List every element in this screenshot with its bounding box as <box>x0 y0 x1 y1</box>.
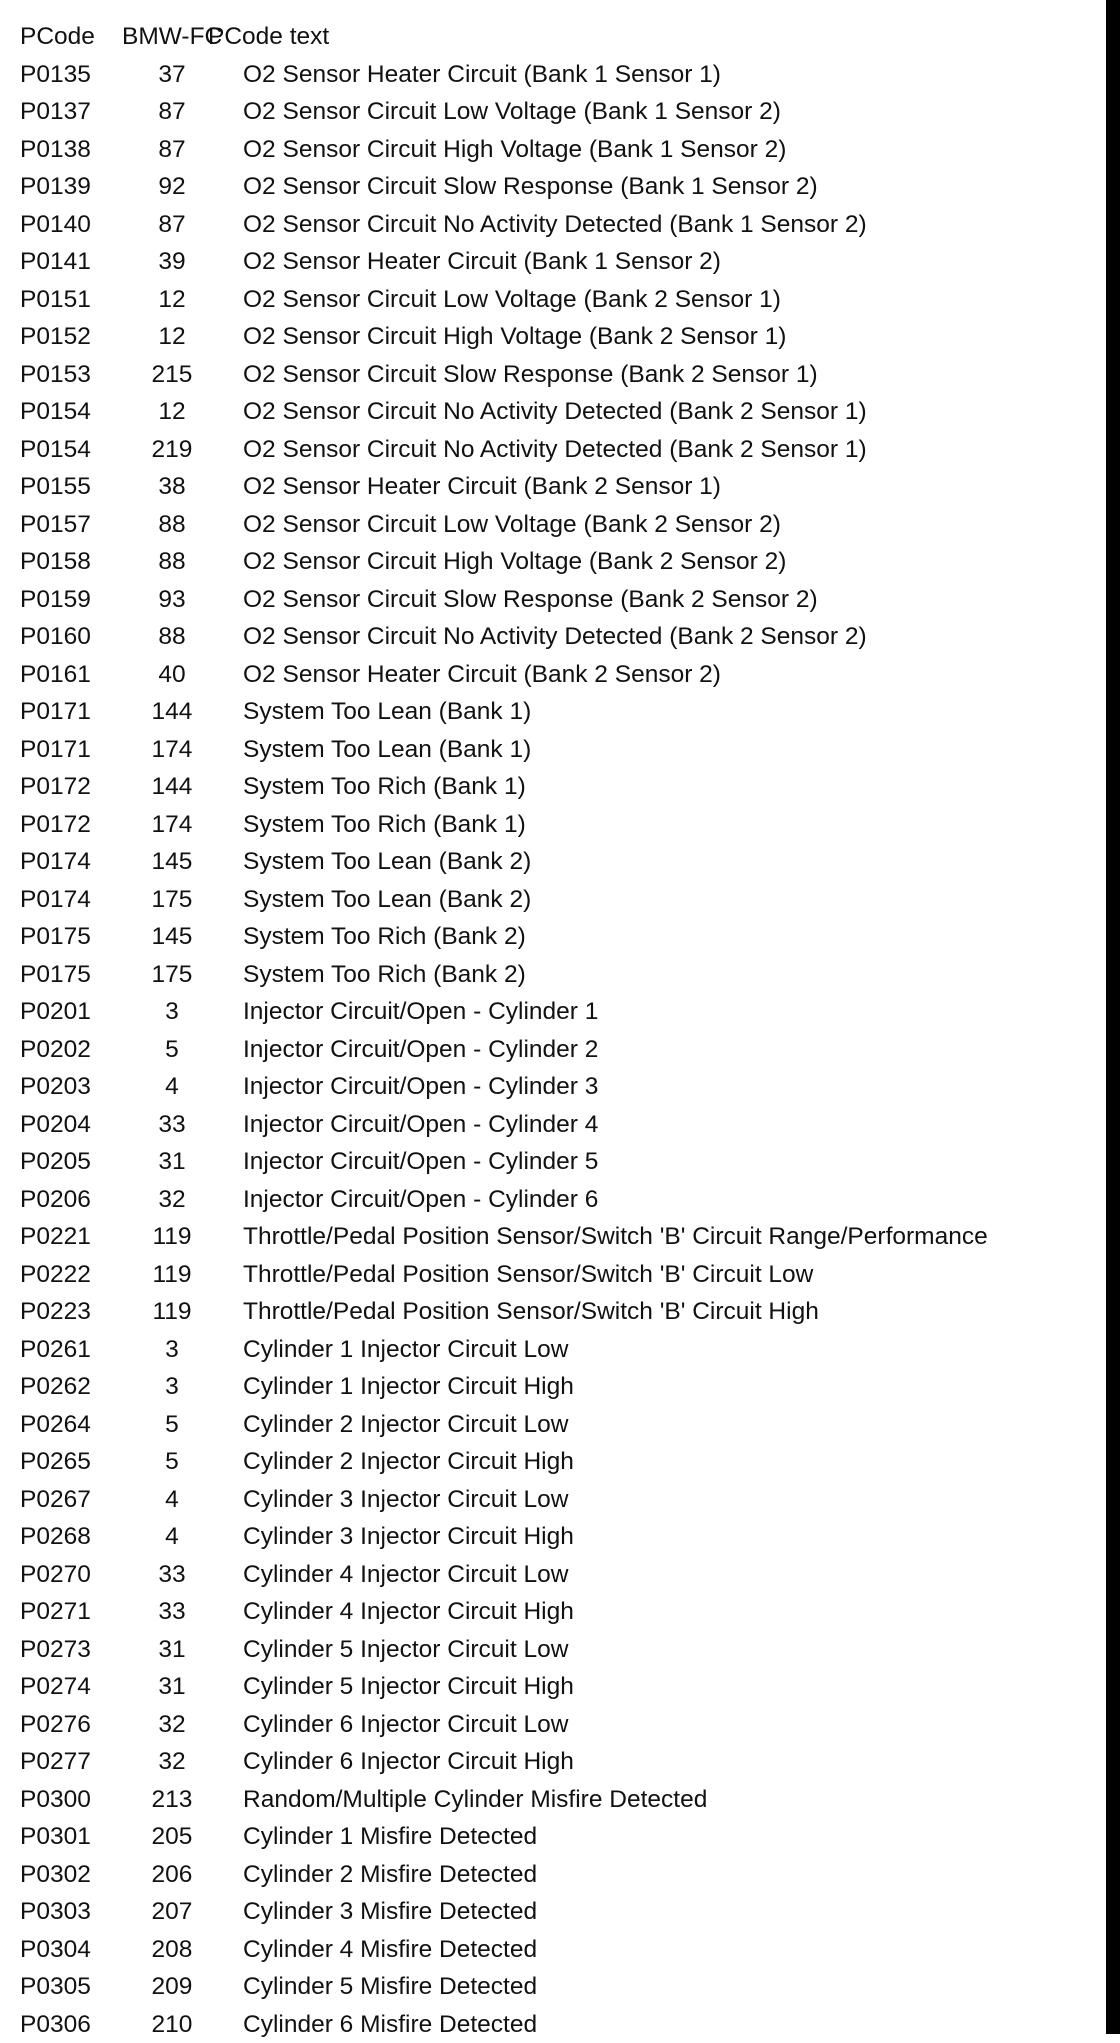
pcode-cell: P0300 <box>20 1781 91 1819</box>
pcode-cell: P0154 <box>20 431 91 469</box>
pcode-cell: P0141 <box>20 243 91 281</box>
bmw-fc-cell: 32 <box>122 1181 222 1219</box>
pcode-text-cell: O2 Sensor Circuit No Activity Detected (Bank 2 Sensor 1) <box>243 431 867 469</box>
pcode-text-cell: System Too Rich (Bank 2) <box>243 956 526 994</box>
bmw-fc-cell: 145 <box>122 843 222 881</box>
pcode-cell: P0223 <box>20 1293 91 1331</box>
pcode-cell: P0138 <box>20 131 91 169</box>
table-row <box>20 1518 1100 1556</box>
pcode-text-cell: Injector Circuit/Open - Cylinder 5 <box>243 1143 598 1181</box>
pcode-text-cell: Cylinder 5 Injector Circuit Low <box>243 1631 568 1669</box>
bmw-fc-cell: 88 <box>122 506 222 544</box>
bmw-fc-cell: 208 <box>122 1931 222 1969</box>
pcode-text-cell: Cylinder 3 Misfire Detected <box>243 1893 537 1931</box>
pcode-cell: P0221 <box>20 1218 91 1256</box>
pcode-cell: P0154 <box>20 393 91 431</box>
pcode-text-cell: Throttle/Pedal Position Sensor/Switch 'B' Circuit Low <box>243 1256 813 1294</box>
table-row <box>20 1406 1100 1444</box>
bmw-fc-cell: 215 <box>122 356 222 394</box>
pcode-cell: P0271 <box>20 1593 91 1631</box>
pcode-cell: P0155 <box>20 468 91 506</box>
bmw-fc-cell: 33 <box>122 1106 222 1144</box>
pcode-cell: P0205 <box>20 1143 91 1181</box>
pcode-text-cell: Cylinder 3 Injector Circuit Low <box>243 1481 568 1519</box>
bmw-fc-cell: 38 <box>122 468 222 506</box>
bmw-fc-cell: 12 <box>122 281 222 319</box>
pcode-cell: P0306 <box>20 2006 91 2043</box>
pcode-text-cell: Cylinder 1 Misfire Detected <box>243 1818 537 1856</box>
pcode-text-cell: Cylinder 4 Misfire Detected <box>243 1931 537 1969</box>
table-row <box>20 693 1100 731</box>
pcode-text-cell: Cylinder 6 Injector Circuit Low <box>243 1706 568 1744</box>
table-row <box>20 1668 1100 1706</box>
pcode-cell: P0153 <box>20 356 91 394</box>
bmw-fc-cell: 4 <box>122 1068 222 1106</box>
table-row <box>20 1818 1100 1856</box>
table-row <box>20 2006 1100 2043</box>
pcode-cell: P0135 <box>20 56 91 94</box>
table-row <box>20 843 1100 881</box>
bmw-fc-cell: 119 <box>122 1218 222 1256</box>
pcode-text-cell: Cylinder 2 Misfire Detected <box>243 1856 537 1894</box>
table-row <box>20 1331 1100 1369</box>
bmw-fc-cell: 210 <box>122 2006 222 2043</box>
pcode-text-cell: Cylinder 3 Injector Circuit High <box>243 1518 574 1556</box>
pcode-table <box>20 18 1100 2043</box>
table-row <box>20 56 1100 94</box>
pcode-text-cell: O2 Sensor Heater Circuit (Bank 2 Sensor 1) <box>243 468 721 506</box>
bmw-fc-cell: 31 <box>122 1668 222 1706</box>
table-row <box>20 618 1100 656</box>
table-body <box>20 56 1100 2043</box>
pcode-text-cell: O2 Sensor Circuit Slow Response (Bank 2 Sensor 1) <box>243 356 818 394</box>
table-row <box>20 1781 1100 1819</box>
header-pcode-text: PCode text <box>208 18 329 56</box>
pcode-cell: P0274 <box>20 1668 91 1706</box>
pcode-text-cell: O2 Sensor Circuit Low Voltage (Bank 2 Sensor 2) <box>243 506 781 544</box>
bmw-fc-cell: 93 <box>122 581 222 619</box>
header-pcode: PCode <box>20 18 95 56</box>
pcode-cell: P0305 <box>20 1968 91 2006</box>
bmw-fc-cell: 3 <box>122 1331 222 1369</box>
table-row <box>20 1968 1100 2006</box>
bmw-fc-cell: 3 <box>122 1368 222 1406</box>
pcode-cell: P0265 <box>20 1443 91 1481</box>
table-row <box>20 656 1100 694</box>
bmw-fc-cell: 33 <box>122 1556 222 1594</box>
pcode-cell: P0159 <box>20 581 91 619</box>
pcode-text-cell: Random/Multiple Cylinder Misfire Detected <box>243 1781 707 1819</box>
table-row <box>20 1706 1100 1744</box>
table-row <box>20 1181 1100 1219</box>
bmw-fc-cell: 209 <box>122 1968 222 2006</box>
table-row <box>20 1143 1100 1181</box>
pcode-text-cell: Throttle/Pedal Position Sensor/Switch 'B' Circuit High <box>243 1293 819 1331</box>
pcode-text-cell: Cylinder 1 Injector Circuit High <box>243 1368 574 1406</box>
pcode-cell: P0172 <box>20 768 91 806</box>
table-row <box>20 1893 1100 1931</box>
table-row <box>20 731 1100 769</box>
pcode-cell: P0273 <box>20 1631 91 1669</box>
pcode-text-cell: System Too Rich (Bank 1) <box>243 768 526 806</box>
pcode-cell: P0174 <box>20 881 91 919</box>
table-row <box>20 1106 1100 1144</box>
table-row <box>20 993 1100 1031</box>
bmw-fc-cell: 144 <box>122 768 222 806</box>
bmw-fc-cell: 32 <box>122 1743 222 1781</box>
pcode-cell: P0270 <box>20 1556 91 1594</box>
table-row <box>20 1481 1100 1519</box>
pcode-text-cell: O2 Sensor Circuit Low Voltage (Bank 1 Sensor 2) <box>243 93 781 131</box>
bmw-fc-cell: 33 <box>122 1593 222 1631</box>
pcode-text-cell: O2 Sensor Circuit No Activity Detected (Bank 2 Sensor 1) <box>243 393 867 431</box>
pcode-text-cell: O2 Sensor Circuit High Voltage (Bank 1 Sensor 2) <box>243 131 786 169</box>
bmw-fc-cell: 5 <box>122 1406 222 1444</box>
bmw-fc-cell: 40 <box>122 656 222 694</box>
header-bmw-fc: BMW-FC <box>122 18 222 56</box>
table-row <box>20 206 1100 244</box>
pcode-cell: P0174 <box>20 843 91 881</box>
pcode-text-cell: Cylinder 5 Misfire Detected <box>243 1968 537 2006</box>
table-row <box>20 1743 1100 1781</box>
bmw-fc-cell: 119 <box>122 1293 222 1331</box>
pcode-cell: P0304 <box>20 1931 91 1969</box>
table-row <box>20 393 1100 431</box>
pcode-text-cell: Cylinder 6 Misfire Detected <box>243 2006 537 2043</box>
bmw-fc-cell: 213 <box>122 1781 222 1819</box>
pcode-cell: P0161 <box>20 656 91 694</box>
pcode-text-cell: O2 Sensor Heater Circuit (Bank 1 Sensor 2) <box>243 243 721 281</box>
table-row <box>20 1593 1100 1631</box>
bmw-fc-cell: 32 <box>122 1706 222 1744</box>
table-row <box>20 1631 1100 1669</box>
pcode-cell: P0202 <box>20 1031 91 1069</box>
pcode-cell: P0140 <box>20 206 91 244</box>
pcode-cell: P0303 <box>20 1893 91 1931</box>
bmw-fc-cell: 31 <box>122 1631 222 1669</box>
pcode-text-cell: O2 Sensor Circuit High Voltage (Bank 2 Sensor 2) <box>243 543 786 581</box>
pcode-cell: P0157 <box>20 506 91 544</box>
pcode-text-cell: O2 Sensor Circuit No Activity Detected (Bank 1 Sensor 2) <box>243 206 867 244</box>
bmw-fc-cell: 175 <box>122 881 222 919</box>
bmw-fc-cell: 119 <box>122 1256 222 1294</box>
pcode-cell: P0264 <box>20 1406 91 1444</box>
bmw-fc-cell: 174 <box>122 806 222 844</box>
pcode-text-cell: O2 Sensor Circuit Low Voltage (Bank 2 Sensor 1) <box>243 281 781 319</box>
table-row <box>20 881 1100 919</box>
table-row <box>20 506 1100 544</box>
table-row <box>20 356 1100 394</box>
pcode-text-cell: Injector Circuit/Open - Cylinder 6 <box>243 1181 598 1219</box>
bmw-fc-cell: 12 <box>122 318 222 356</box>
bmw-fc-cell: 92 <box>122 168 222 206</box>
bmw-fc-cell: 87 <box>122 93 222 131</box>
pcode-text-cell: O2 Sensor Circuit Slow Response (Bank 1 Sensor 2) <box>243 168 818 206</box>
bmw-fc-cell: 175 <box>122 956 222 994</box>
bmw-fc-cell: 5 <box>122 1443 222 1481</box>
pcode-cell: P0160 <box>20 618 91 656</box>
bmw-fc-cell: 4 <box>122 1518 222 1556</box>
table-row <box>20 1218 1100 1256</box>
pcode-text-cell: Throttle/Pedal Position Sensor/Switch 'B' Circuit Range/Performance <box>243 1218 988 1256</box>
bmw-fc-cell: 39 <box>122 243 222 281</box>
pcode-cell: P0302 <box>20 1856 91 1894</box>
pcode-text-cell: O2 Sensor Circuit No Activity Detected (Bank 2 Sensor 2) <box>243 618 867 656</box>
pcode-text-cell: System Too Lean (Bank 1) <box>243 731 531 769</box>
table-row <box>20 543 1100 581</box>
table-header <box>20 18 1100 56</box>
pcode-cell: P0276 <box>20 1706 91 1744</box>
pcode-cell: P0201 <box>20 993 91 1031</box>
table-row <box>20 131 1100 169</box>
table-row <box>20 168 1100 206</box>
bmw-fc-cell: 206 <box>122 1856 222 1894</box>
black-edge-bar <box>1106 0 1120 2034</box>
table-row <box>20 581 1100 619</box>
table-row <box>20 1293 1100 1331</box>
pcode-cell: P0172 <box>20 806 91 844</box>
pcode-cell: P0277 <box>20 1743 91 1781</box>
table-row <box>20 431 1100 469</box>
table-row <box>20 1556 1100 1594</box>
pcode-text-cell: Cylinder 4 Injector Circuit Low <box>243 1556 568 1594</box>
bmw-fc-cell: 219 <box>122 431 222 469</box>
pcode-text-cell: Cylinder 1 Injector Circuit Low <box>243 1331 568 1369</box>
table-row <box>20 1068 1100 1106</box>
pcode-cell: P0171 <box>20 731 91 769</box>
pcode-cell: P0151 <box>20 281 91 319</box>
pcode-cell: P0204 <box>20 1106 91 1144</box>
pcode-text-cell: Cylinder 2 Injector Circuit Low <box>243 1406 568 1444</box>
bmw-fc-cell: 5 <box>122 1031 222 1069</box>
pcode-cell: P0175 <box>20 956 91 994</box>
bmw-fc-cell: 88 <box>122 543 222 581</box>
pcode-text-cell: System Too Rich (Bank 1) <box>243 806 526 844</box>
pcode-cell: P0203 <box>20 1068 91 1106</box>
pcode-text-cell: Injector Circuit/Open - Cylinder 3 <box>243 1068 598 1106</box>
table-row <box>20 1368 1100 1406</box>
pcode-cell: P0158 <box>20 543 91 581</box>
pcode-text-cell: System Too Lean (Bank 2) <box>243 843 531 881</box>
table-row <box>20 93 1100 131</box>
table-row <box>20 1443 1100 1481</box>
table-row <box>20 468 1100 506</box>
pcode-text-cell: System Too Lean (Bank 2) <box>243 881 531 919</box>
pcode-text-cell: Cylinder 5 Injector Circuit High <box>243 1668 574 1706</box>
pcode-cell: P0152 <box>20 318 91 356</box>
pcode-text-cell: O2 Sensor Heater Circuit (Bank 2 Sensor 2) <box>243 656 721 694</box>
pcode-text-cell: O2 Sensor Circuit Slow Response (Bank 2 Sensor 2) <box>243 581 818 619</box>
bmw-fc-cell: 174 <box>122 731 222 769</box>
bmw-fc-cell: 207 <box>122 1893 222 1931</box>
bmw-fc-cell: 31 <box>122 1143 222 1181</box>
table-row <box>20 1931 1100 1969</box>
pcode-text-cell: O2 Sensor Heater Circuit (Bank 1 Sensor 1) <box>243 56 721 94</box>
table-row <box>20 1031 1100 1069</box>
table-row <box>20 1856 1100 1894</box>
pcode-text-cell: Injector Circuit/Open - Cylinder 4 <box>243 1106 598 1144</box>
pcode-cell: P0267 <box>20 1481 91 1519</box>
bmw-fc-cell: 87 <box>122 206 222 244</box>
bmw-fc-cell: 4 <box>122 1481 222 1519</box>
pcode-cell: P0171 <box>20 693 91 731</box>
pcode-cell: P0175 <box>20 918 91 956</box>
table-row <box>20 918 1100 956</box>
pcode-text-cell: System Too Rich (Bank 2) <box>243 918 526 956</box>
pcode-cell: P0268 <box>20 1518 91 1556</box>
table-row <box>20 956 1100 994</box>
table-row <box>20 768 1100 806</box>
pcode-cell: P0262 <box>20 1368 91 1406</box>
bmw-fc-cell: 205 <box>122 1818 222 1856</box>
table-row <box>20 318 1100 356</box>
pcode-text-cell: Injector Circuit/Open - Cylinder 1 <box>243 993 598 1031</box>
bmw-fc-cell: 3 <box>122 993 222 1031</box>
table-row <box>20 806 1100 844</box>
pcode-cell: P0139 <box>20 168 91 206</box>
pcode-cell: P0222 <box>20 1256 91 1294</box>
bmw-fc-cell: 12 <box>122 393 222 431</box>
table-row <box>20 243 1100 281</box>
pcode-cell: P0261 <box>20 1331 91 1369</box>
pcode-text-cell: System Too Lean (Bank 1) <box>243 693 531 731</box>
bmw-fc-cell: 87 <box>122 131 222 169</box>
bmw-fc-cell: 144 <box>122 693 222 731</box>
pcode-text-cell: Injector Circuit/Open - Cylinder 2 <box>243 1031 598 1069</box>
pcode-text-cell: O2 Sensor Circuit High Voltage (Bank 2 Sensor 1) <box>243 318 786 356</box>
table-row <box>20 281 1100 319</box>
bmw-fc-cell: 88 <box>122 618 222 656</box>
pcode-text-cell: Cylinder 4 Injector Circuit High <box>243 1593 574 1631</box>
pcode-text-cell: Cylinder 6 Injector Circuit High <box>243 1743 574 1781</box>
pcode-cell: P0301 <box>20 1818 91 1856</box>
bmw-fc-cell: 145 <box>122 918 222 956</box>
pcode-cell: P0206 <box>20 1181 91 1219</box>
pcode-text-cell: Cylinder 2 Injector Circuit High <box>243 1443 574 1481</box>
bmw-fc-cell: 37 <box>122 56 222 94</box>
table-row <box>20 1256 1100 1294</box>
pcode-cell: P0137 <box>20 93 91 131</box>
